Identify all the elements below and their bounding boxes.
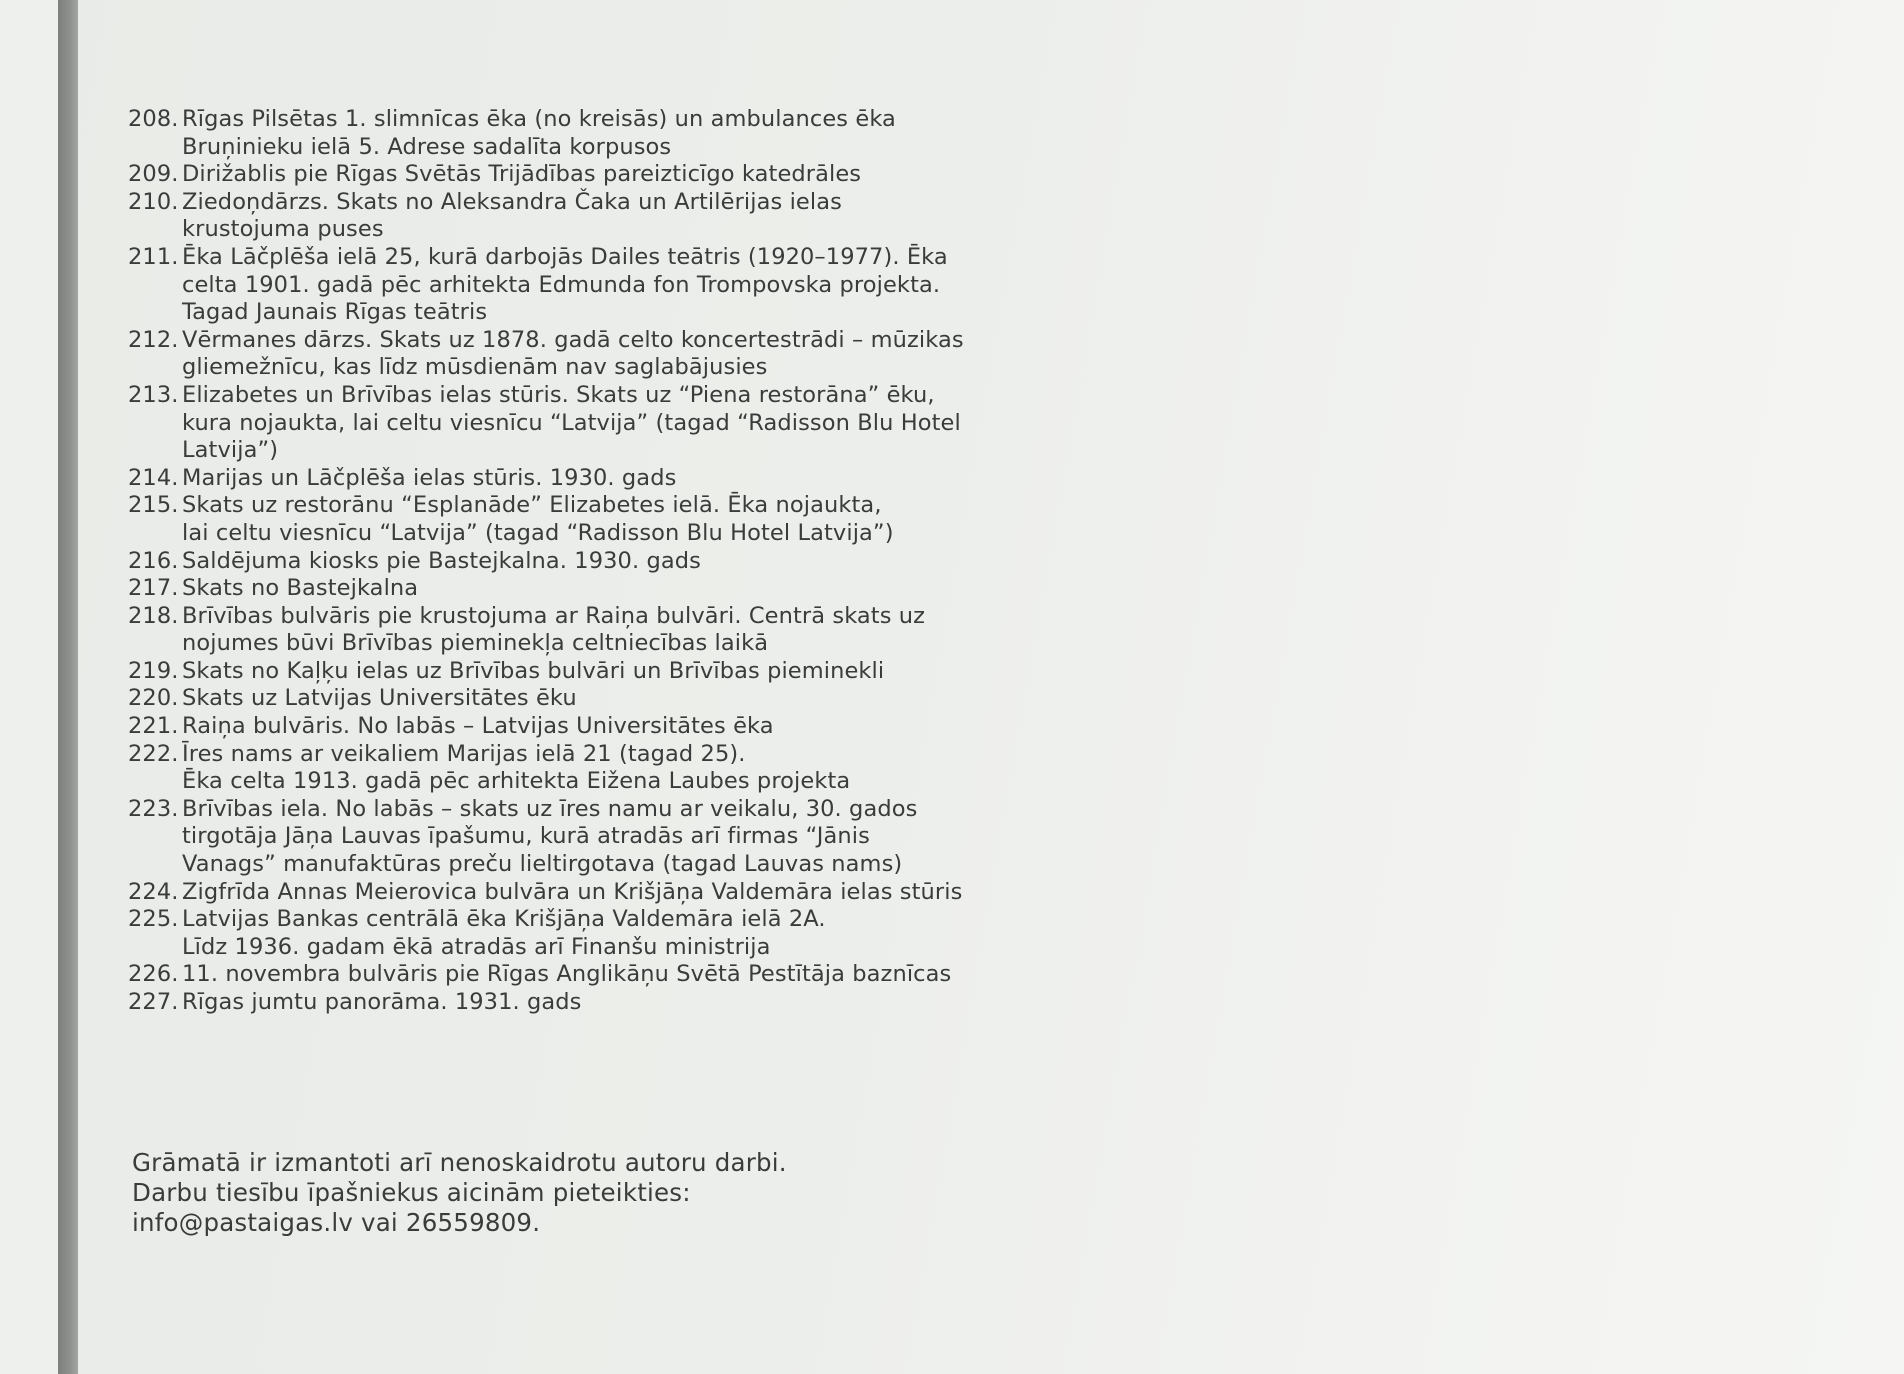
- caption-item: [128, 492, 1008, 547]
- page-left-margin: [0, 0, 58, 1374]
- caption-text: [182, 244, 1008, 327]
- caption-number: 224.: [128, 878, 179, 905]
- caption-line: Skats no Kaļķu ielas uz Brīvības bulvāri un Brīvības pieminekli: [182, 657, 885, 684]
- caption-line: 11. novembra bulvāris pie Rīgas Anglikāņu Svētā Pestītāja baznīcas: [182, 961, 952, 988]
- caption-line: Latvijas Bankas centrālā ēka Krišjāņa Valdemāra ielā 2A.: [182, 906, 826, 933]
- caption-number: 210.: [128, 188, 179, 215]
- caption-line: Tagad Jaunais Rīgas teātris: [182, 299, 488, 326]
- caption-line: Brīvības bulvāris pie krustojuma ar Raiņa bulvāri. Centrā skats uz: [182, 602, 926, 629]
- caption-text: [182, 879, 1008, 907]
- caption-item: [128, 879, 1008, 907]
- caption-number: 209.: [128, 161, 179, 188]
- caption-line: Īres nams ar veikaliem Marijas ielā 21 (tagad 25).: [182, 740, 746, 767]
- caption-line: Skats no Bastejkalna: [182, 575, 419, 602]
- caption-line: Brīvības iela. No labās – skats uz īres namu ar veikalu, 30. gados: [182, 795, 918, 822]
- caption-text: [182, 492, 1008, 547]
- caption-item: [128, 548, 1008, 576]
- caption-line: kura nojaukta, lai celtu viesnīcu “Latvija” (tagad “Radisson Blu Hotel: [182, 409, 961, 436]
- caption-item: [128, 906, 1008, 961]
- caption-text: [182, 327, 1008, 382]
- caption-number: 220.: [128, 685, 179, 712]
- caption-item: [128, 685, 1008, 713]
- caption-item: [128, 465, 1008, 493]
- caption-text: [182, 603, 1008, 658]
- caption-line: lai celtu viesnīcu “Latvija” (tagad “Radisson Blu Hotel Latvija”): [182, 519, 894, 546]
- caption-item: [128, 575, 1008, 603]
- caption-line: Rīgas Pilsētas 1. slimnīcas ēka (no kreisās) un ambulances ēka: [182, 106, 896, 132]
- caption-text: [182, 989, 1008, 1017]
- caption-text: [182, 465, 1008, 493]
- caption-line: krustojuma puses: [182, 216, 384, 243]
- caption-line: Ziedoņdārzs. Skats no Aleksandra Čaka un Artilērijas ielas: [182, 188, 842, 215]
- credits-line: Grāmatā ir izmantoti arī nenoskaidrotu autoru darbi.: [132, 1148, 787, 1177]
- caption-item: [128, 189, 1008, 244]
- caption-item: [128, 796, 1008, 879]
- caption-line: Ēka Lāčplēša ielā 25, kurā darbojās Dailes teātris (1920–1977). Ēka: [182, 243, 948, 270]
- caption-line: Rīgas jumtu panorāma. 1931. gads: [182, 989, 582, 1015]
- caption-text: [182, 658, 1008, 686]
- book-binding-strip: [58, 0, 78, 1374]
- caption-number: 214.: [128, 464, 179, 491]
- caption-line: Vanags” manufaktūras preču lieltirgotava (tagad Lauvas nams): [182, 851, 903, 878]
- caption-item: [128, 961, 1008, 989]
- caption-line: Skats uz restorānu “Esplanāde” Elizabetes ielā. Ēka nojaukta,: [182, 492, 882, 519]
- caption-number: 226.: [128, 961, 179, 988]
- caption-number: 222.: [128, 740, 179, 767]
- caption-line: Līdz 1936. gadam ēkā atradās arī Finanšu ministrija: [182, 933, 771, 960]
- caption-text: [182, 575, 1008, 603]
- caption-item: [128, 741, 1008, 796]
- caption-item: [128, 658, 1008, 686]
- caption-item: [128, 382, 1008, 465]
- caption-number: 216.: [128, 547, 179, 574]
- caption-line: Dirižablis pie Rīgas Svētās Trijādības pareizticīgo katedrāles: [182, 161, 862, 188]
- credits-line: Darbu tiesību īpašniekus aicinām pieteikties:: [132, 1178, 691, 1207]
- caption-number: 223.: [128, 795, 179, 822]
- caption-item: [128, 603, 1008, 658]
- caption-line: Latvija”): [182, 437, 279, 464]
- caption-line: Saldējuma kiosks pie Bastejkalna. 1930. gads: [182, 547, 701, 574]
- caption-number: 211.: [128, 243, 179, 270]
- caption-line: Elizabetes un Brīvības ielas stūris. Skats uz “Piena restorāna” ēku,: [182, 381, 935, 408]
- caption-line: Zigfrīda Annas Meierovica bulvāra un Krišjāņa Valdemāra ielas stūris: [182, 878, 963, 905]
- caption-line: Bruņinieku ielā 5. Adrese sadalīta korpusos: [182, 133, 672, 160]
- caption-number: 208.: [128, 106, 179, 132]
- caption-number: 218.: [128, 602, 179, 629]
- caption-text: [182, 382, 1008, 465]
- caption-item: [128, 989, 1008, 1017]
- caption-text: [182, 906, 1008, 961]
- caption-text: [182, 685, 1008, 713]
- caption-text: [182, 161, 1008, 189]
- caption-item: [128, 327, 1008, 382]
- credits-line: info@pastaigas.lv vai 26559809.: [132, 1208, 541, 1237]
- caption-number: 227.: [128, 989, 179, 1015]
- caption-line: gliemežnīcu, kas līdz mūsdienām nav saglabājusies: [182, 354, 768, 381]
- caption-text: [182, 189, 1008, 244]
- credits-note: [132, 1148, 787, 1238]
- caption-text: [182, 713, 1008, 741]
- photo-captions-list: [128, 106, 1008, 1017]
- caption-number: 217.: [128, 575, 179, 602]
- caption-number: 213.: [128, 381, 179, 408]
- caption-item: [128, 106, 1008, 161]
- caption-text: [182, 548, 1008, 576]
- caption-line: Marijas un Lāčplēša ielas stūris. 1930. gads: [182, 464, 677, 491]
- caption-line: Skats uz Latvijas Universitātes ēku: [182, 685, 577, 712]
- caption-line: tirgotāja Jāņa Lauvas īpašumu, kurā atradās arī firmas “Jānis: [182, 823, 870, 850]
- caption-number: 212.: [128, 326, 179, 353]
- caption-text: [182, 796, 1008, 879]
- caption-item: [128, 161, 1008, 189]
- caption-item: [128, 713, 1008, 741]
- caption-number: 219.: [128, 657, 179, 684]
- caption-number: 215.: [128, 492, 179, 519]
- caption-text: [182, 106, 1008, 161]
- caption-text: [182, 961, 1008, 989]
- caption-text: [182, 741, 1008, 796]
- caption-line: Raiņa bulvāris. No labās – Latvijas Universitātes ēka: [182, 713, 774, 740]
- caption-line: Ēka celta 1913. gadā pēc arhitekta Eižena Laubes projekta: [182, 768, 851, 795]
- caption-line: nojumes būvi Brīvības pieminekļa celtniecības laikā: [182, 630, 769, 657]
- caption-item: [128, 244, 1008, 327]
- caption-number: 225.: [128, 906, 179, 933]
- caption-number: 221.: [128, 713, 179, 740]
- caption-line: Vērmanes dārzs. Skats uz 1878. gadā celto koncertestrādi – mūzikas: [182, 326, 964, 353]
- caption-line: celta 1901. gadā pēc arhitekta Edmunda fon Trompovska projekta.: [182, 271, 941, 298]
